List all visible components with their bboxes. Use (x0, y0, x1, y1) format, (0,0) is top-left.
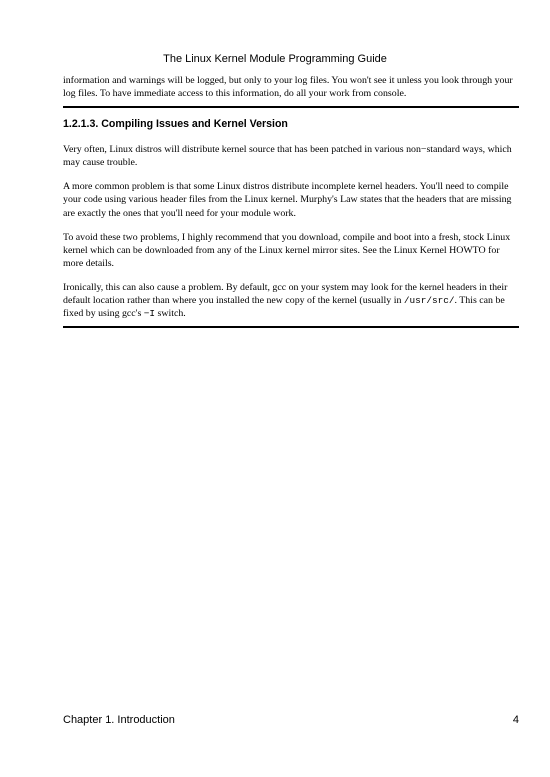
paragraph-incomplete-headers: A more common problem is that some Linux distros distribute incomplete kernel headers. You'll need to compile your code using various header files from the Linux kernel. Murphy's Law states that the headers that are missing are exactly the ones that you'll need for your module work. (63, 181, 512, 219)
include-switch: −I (143, 308, 156, 320)
running-header: The Linux Kernel Module Programming Guide (163, 53, 387, 65)
gcc-text-start: Ironically, this can also cause a problem. By default, gcc on your system may look for the kernel headers in their default location rather than where you installed the new copy of the kernel (usually in (63, 281, 508, 307)
paragraph-patched-kernels: Very often, Linux distros will distribute kernel source that has been patched in various non−standard ways, which may cause trouble. (63, 144, 512, 169)
usr-src-path: /usr/src/ (403, 295, 455, 307)
footer-chapter: Chapter 1. Introduction (63, 714, 175, 726)
gcc-text-end: switch. (155, 308, 186, 320)
section-divider-top (63, 106, 519, 108)
section-heading: 1.2.1.3. Compiling Issues and Kernel Version (63, 118, 288, 131)
section-divider-bottom (63, 326, 519, 328)
page-number: 4 (512, 714, 519, 726)
intro-paragraph: information and warnings will be logged, but only to your log files. You won't see it unless you look through your log files. To have immediate access to this information, do all your work from console. (63, 75, 513, 100)
gcc-text-middle: . This can be fixed by using gcc's (63, 295, 505, 320)
page-content (63, 74, 519, 328)
paragraph-stock-kernel: To avoid these two problems, I highly recommend that you download, compile and boot into a fresh, stock Linux kernel which can be downloaded from any of the Linux kernel mirror sites. See the Linux Kernel HOWTO for more details. (63, 231, 511, 269)
paragraph-gcc-headers (63, 281, 519, 320)
